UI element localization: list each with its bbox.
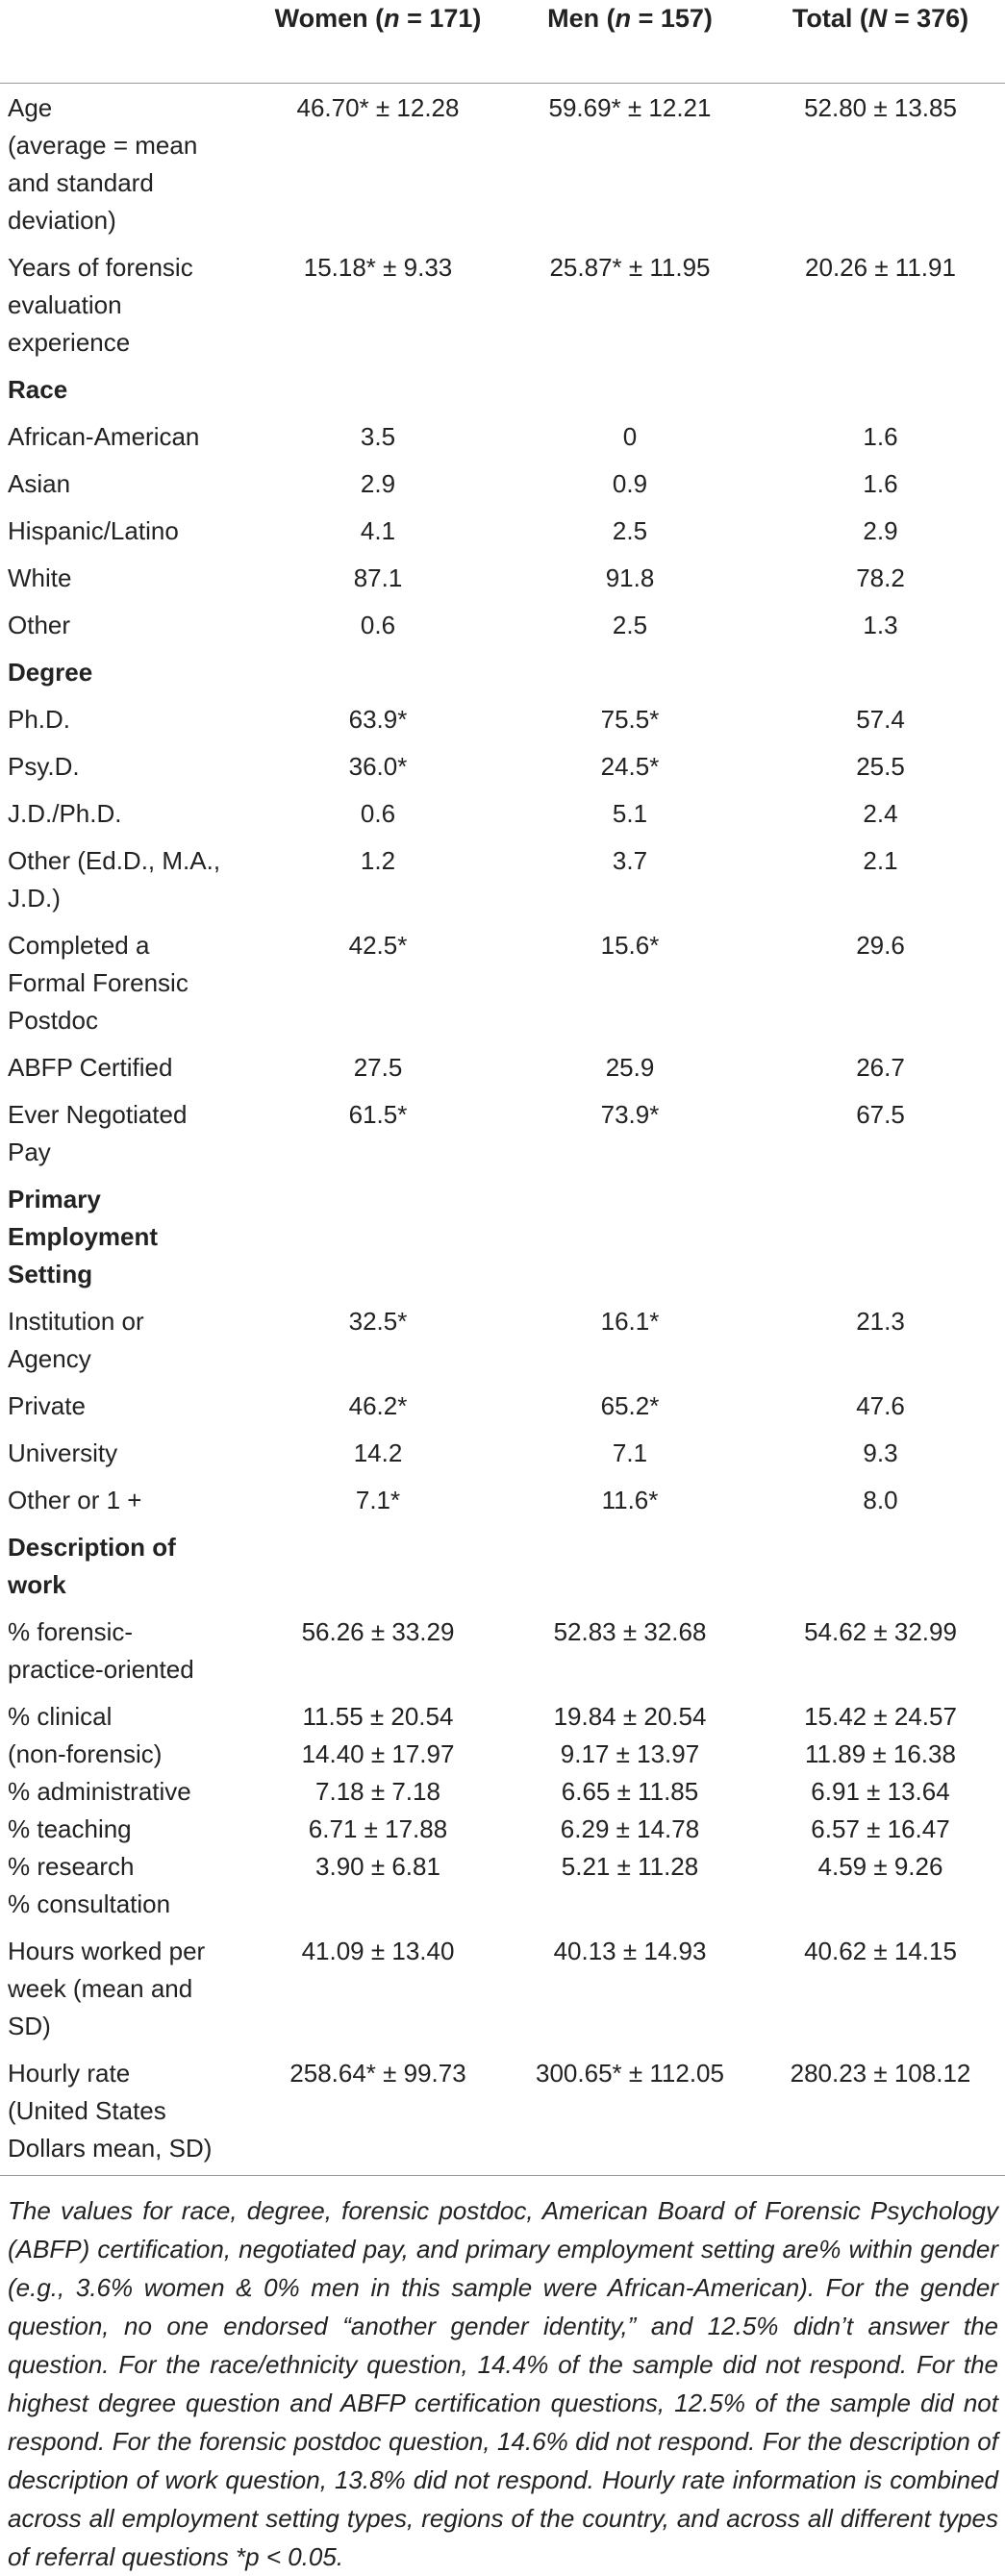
- men-value: 15.6*: [600, 931, 660, 960]
- row-label: [0, 554, 252, 601]
- row-label-line: (average = mean: [8, 131, 198, 160]
- row-label: [0, 601, 252, 648]
- table-row: [0, 1429, 1005, 1476]
- row-label-line: Private: [8, 1391, 86, 1420]
- men-value: 91.8: [605, 563, 655, 592]
- total-value: 54.62 ± 32.99: [804, 1617, 957, 1646]
- row-label-line: experience: [8, 328, 131, 357]
- men-value: 59.69* ± 12.21: [548, 93, 712, 122]
- women-value: 87.1: [353, 563, 403, 592]
- table-row: [0, 1608, 1005, 1692]
- row-label-line: week (mean and: [8, 1974, 193, 2003]
- row-label-line: Dollars mean, SD): [8, 2134, 213, 2163]
- table-row: [0, 695, 1005, 742]
- men-value: 40.13 ± 14.93: [553, 1937, 707, 1965]
- row-label-line: Age: [8, 93, 53, 122]
- total-value: 2.4: [863, 799, 898, 828]
- row-label: [0, 1382, 252, 1429]
- total-value: 2.1: [863, 846, 898, 875]
- women-value: 7.18 ± 7.18: [315, 1777, 440, 1806]
- header-men: Men (n = 157): [504, 0, 756, 84]
- women-value: 14.40 ± 17.97: [301, 1739, 455, 1768]
- table-row: [0, 601, 1005, 648]
- total-value: 15.42 ± 24.57: [804, 1702, 957, 1731]
- men-value: 5.21 ± 11.28: [561, 1852, 699, 1881]
- section-heading: Race: [8, 375, 68, 404]
- row-label-line: (United States: [8, 2096, 166, 2125]
- empty-cell: [756, 365, 1005, 413]
- section-heading: [0, 1523, 252, 1608]
- men-value: 2.5: [612, 516, 648, 545]
- row-label: [0, 460, 252, 507]
- women-value: 56.26 ± 33.29: [301, 1617, 455, 1646]
- section-heading: Degree: [8, 658, 93, 687]
- men-value: 0.9: [612, 469, 648, 498]
- table-header: [0, 0, 1005, 84]
- men-value: 19.84 ± 20.54: [553, 1702, 707, 1731]
- row-label-line: Ph.D.: [8, 705, 71, 734]
- row-label-line: Other or 1 +: [8, 1486, 142, 1514]
- women-value: 3.5: [360, 422, 396, 451]
- row-label-line: Asian: [8, 469, 71, 498]
- table-row: [0, 1476, 1005, 1523]
- men-value: 3.7: [612, 846, 648, 875]
- header-blank: [0, 0, 252, 84]
- men-values: [504, 1692, 756, 1927]
- row-label-line: African-American: [8, 422, 200, 451]
- row-label-line: J.D./Ph.D.: [8, 799, 122, 828]
- women-value: 41.09 ± 13.40: [301, 1937, 455, 1965]
- women-value: 7.1*: [355, 1486, 401, 1514]
- row-label: [0, 2049, 252, 2176]
- row-label-line: J.D.): [8, 884, 61, 913]
- table-row: [0, 1090, 1005, 1175]
- men-value: 6.29 ± 14.78: [560, 1814, 700, 1843]
- men-value: 11.6*: [601, 1486, 659, 1514]
- total-value: 6.57 ± 16.47: [811, 1814, 950, 1843]
- empty-cell: [504, 1523, 756, 1608]
- row-label: [0, 742, 252, 789]
- row-label-line: Hours worked per: [8, 1937, 206, 1965]
- row-label: [0, 507, 252, 554]
- women-value: 14.2: [353, 1438, 403, 1467]
- row-label-line: SD): [8, 2012, 51, 2040]
- empty-cell: [252, 648, 504, 695]
- men-value: 300.65* ± 112.05: [504, 2049, 756, 2176]
- row-label-line: Postdoc: [8, 1006, 98, 1035]
- total-value: 8.0: [863, 1486, 898, 1514]
- row-label-line: Hispanic/Latino: [8, 516, 179, 545]
- row-label-line: ABFP Certified: [8, 1053, 173, 1082]
- men-value: 7.1: [612, 1438, 648, 1467]
- row-label-line: White: [8, 563, 72, 592]
- empty-cell: [756, 1175, 1005, 1297]
- total-value: 25.5: [856, 752, 905, 781]
- row-label-line: Employment: [8, 1222, 159, 1251]
- total-value: 280.23 ± 108.12: [756, 2049, 1005, 2176]
- women-value: 2.9: [360, 469, 396, 498]
- row-label-line: Primary: [8, 1185, 101, 1213]
- total-value: 78.2: [856, 563, 905, 592]
- row-label-line: Other: [8, 611, 71, 639]
- total-value: 21.3: [856, 1307, 905, 1336]
- empty-cell: [504, 648, 756, 695]
- row-label: [0, 1429, 252, 1476]
- row-label: [0, 1043, 252, 1090]
- table-row: [0, 413, 1005, 460]
- row-label-line: Setting: [8, 1260, 93, 1288]
- row-label-line: % administrative: [8, 1777, 191, 1806]
- table-row: [0, 1927, 1005, 2049]
- row-label: [0, 1297, 252, 1382]
- row-label: [0, 1692, 252, 1927]
- empty-cell: [252, 365, 504, 413]
- women-value: 11.55 ± 20.54: [302, 1702, 454, 1731]
- men-value: 65.2*: [600, 1391, 660, 1420]
- row-label: [0, 921, 252, 1043]
- women-value: 46.2*: [348, 1391, 408, 1420]
- table-row: [0, 742, 1005, 789]
- women-value: 1.2: [360, 846, 396, 875]
- men-value: 25.9: [605, 1053, 655, 1082]
- men-value: 2.5: [612, 611, 648, 639]
- empty-cell: [252, 1175, 504, 1297]
- total-value: 1.6: [863, 469, 898, 498]
- row-label: [0, 1476, 252, 1523]
- women-value: 46.70* ± 12.28: [296, 93, 460, 122]
- women-value: 61.5*: [348, 1100, 408, 1129]
- total-value: 26.7: [856, 1053, 905, 1082]
- men-value: 6.65 ± 11.85: [561, 1777, 699, 1806]
- row-label-line: deviation): [8, 206, 116, 235]
- row-label-line: work: [8, 1570, 66, 1599]
- women-value: 15.18* ± 9.33: [303, 253, 453, 282]
- header-total: Total (N = 376): [756, 0, 1005, 84]
- table-row: [0, 1297, 1005, 1382]
- header-women: Women (n = 171): [252, 0, 504, 84]
- row-label: [0, 1927, 252, 2049]
- row-label-line: Institution or: [8, 1307, 144, 1336]
- women-value: 4.1: [360, 516, 396, 545]
- total-value: 67.5: [856, 1100, 905, 1129]
- table-row: [0, 921, 1005, 1043]
- total-value: 52.80 ± 13.85: [804, 93, 957, 122]
- empty-cell: [252, 1523, 504, 1608]
- women-value: 6.71 ± 17.88: [308, 1814, 448, 1843]
- footnote-text: The values for race, degree, forensic postdoc, American Board of Forensic Psychology (ABFP) certification, negotiated pay, and primary employment setting are% within gender (e.g., 3.6% women & 0% men in this sample were African-American). For the gender question, no one endorsed “another gender identity,” and 12.5% didn’t answer the question. For the race/ethnicity question, 14.4% of the sample did not respond. For the highest degree question and ABFP certification questions, 12.5% of the sample did not respond. For the forensic postdoc question, 14.6% did not respond. For the description of description of work question, 13.8% did not respond. Hourly rate information is combined across all employment setting types, regions of the country, and across all different types of referral questions: [8, 2196, 998, 2571]
- row-label-line: Ever Negotiated: [8, 1100, 188, 1129]
- table-body: [0, 84, 1005, 2176]
- empty-cell: [504, 1175, 756, 1297]
- row-label: [0, 413, 252, 460]
- table-row: [0, 554, 1005, 601]
- table-row: [0, 837, 1005, 921]
- table-row: [0, 789, 1005, 837]
- total-value: 47.6: [856, 1391, 905, 1420]
- row-label-line: Description of: [8, 1533, 176, 1562]
- table-row: [0, 2049, 1005, 2176]
- row-label-line: (non-forensic): [8, 1739, 163, 1768]
- row-label-line: Formal Forensic: [8, 968, 188, 997]
- row-label-line: % consultation: [8, 1889, 171, 1918]
- empty-cell: [504, 365, 756, 413]
- row-label: [0, 243, 252, 365]
- men-value: 9.17 ± 13.97: [560, 1739, 700, 1768]
- table-footnote: [8, 2191, 998, 2576]
- row-label-line: Pay: [8, 1138, 51, 1166]
- women-value: 42.5*: [348, 931, 408, 960]
- row-label: [0, 1608, 252, 1692]
- row-label-line: Agency: [8, 1344, 91, 1373]
- table-row: [0, 460, 1005, 507]
- row-label-line: Hourly rate: [8, 2059, 131, 2088]
- total-values: [756, 1692, 1005, 1927]
- women-value: 36.0*: [348, 752, 408, 781]
- table-row: [0, 507, 1005, 554]
- women-values: [252, 1692, 504, 1927]
- total-value: 11.89 ± 16.38: [805, 1739, 956, 1768]
- row-label-line: Years of forensic: [8, 253, 193, 282]
- row-label: [0, 84, 252, 244]
- men-value: 73.9*: [600, 1100, 660, 1129]
- women-value: 0.6: [360, 611, 396, 639]
- total-value: 1.6: [863, 422, 898, 451]
- row-label-line: % teaching: [8, 1814, 132, 1843]
- men-value: 75.5*: [600, 705, 660, 734]
- men-value: 25.87* ± 11.95: [549, 253, 711, 282]
- women-value: 258.64* ± 99.73: [252, 2049, 504, 2176]
- men-value: 24.5*: [600, 752, 660, 781]
- grouped-row: [0, 1692, 1005, 1927]
- row-label-line: % research: [8, 1852, 135, 1881]
- row-label-line: University: [8, 1438, 118, 1467]
- men-value: 16.1*: [600, 1307, 660, 1336]
- table-row: [0, 84, 1005, 244]
- table-row: [0, 1043, 1005, 1090]
- total-value: 20.26 ± 11.91: [805, 253, 956, 282]
- row-label-line: Psy.D.: [8, 752, 80, 781]
- empty-cell: [756, 648, 1005, 695]
- section-row: [0, 1523, 1005, 1608]
- table-row: [0, 243, 1005, 365]
- row-label: [0, 789, 252, 837]
- women-value: 0.6: [360, 799, 396, 828]
- section-row: [0, 365, 1005, 413]
- total-value: 40.62 ± 14.15: [804, 1937, 957, 1965]
- women-value: 32.5*: [348, 1307, 408, 1336]
- total-value: 9.3: [863, 1438, 898, 1467]
- row-label-line: % forensic-: [8, 1617, 134, 1646]
- row-label-line: % clinical: [8, 1702, 113, 1731]
- women-value: 27.5: [353, 1053, 403, 1082]
- empty-cell: [756, 1523, 1005, 1608]
- total-value: 6.91 ± 13.64: [811, 1777, 950, 1806]
- row-label-line: Completed a: [8, 931, 150, 960]
- section-row: [0, 1175, 1005, 1297]
- row-label-line: and standard: [8, 168, 154, 197]
- row-label: [0, 1090, 252, 1175]
- men-value: 52.83 ± 32.68: [553, 1617, 707, 1646]
- row-label-line: Other (Ed.D., M.A.,: [8, 846, 221, 875]
- total-value: 57.4: [856, 705, 905, 734]
- total-value: 2.9: [863, 516, 898, 545]
- total-value: 29.6: [856, 931, 905, 960]
- men-value: 0: [622, 422, 638, 451]
- row-label: [0, 695, 252, 742]
- section-heading: [0, 1175, 252, 1297]
- row-label-line: evaluation: [8, 290, 122, 319]
- row-label-line: practice-oriented: [8, 1655, 194, 1684]
- total-value: 4.59 ± 9.26: [817, 1852, 943, 1881]
- section-row: [0, 648, 1005, 695]
- row-label: [0, 837, 252, 921]
- women-value: 63.9*: [348, 705, 408, 734]
- table-row: [0, 1382, 1005, 1429]
- men-value: 5.1: [612, 799, 648, 828]
- footnote-significance: *p < 0.05.: [236, 2542, 344, 2571]
- women-value: 3.90 ± 6.81: [315, 1852, 440, 1881]
- total-value: 1.3: [863, 611, 898, 639]
